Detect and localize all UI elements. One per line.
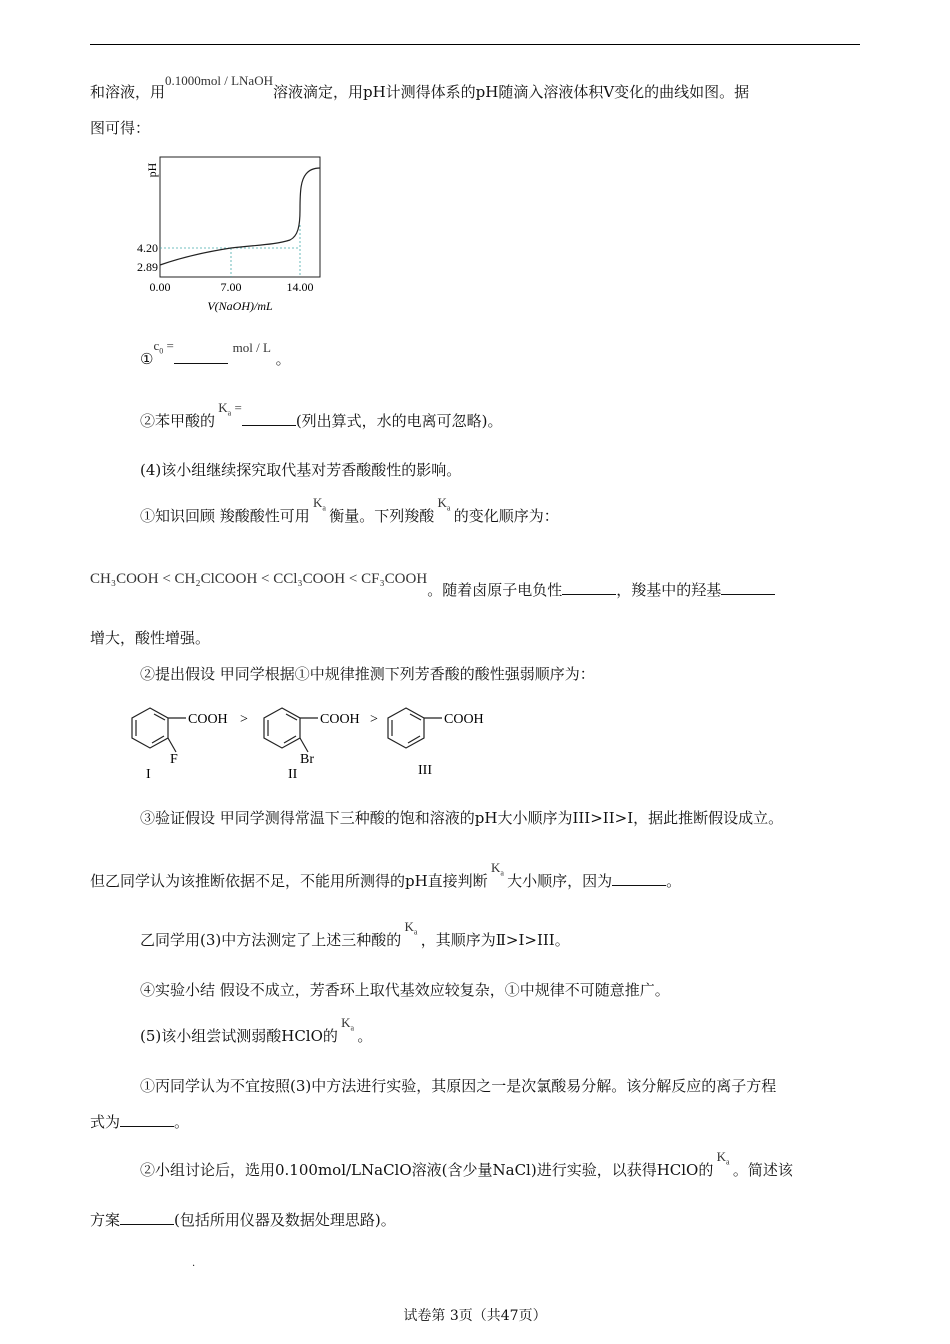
intro-line-1: 和溶液，用0.1000mol / LNaOH溶液滴定，用pH计测得体系的pH随滴入溶液体积V变化的曲线如图。据 [90,73,750,101]
section-4-1: ①知识回顾 羧酸酸性可用 $K_a$ 衡量。下列羧酸 $K_a$ 的变化顺序为： [140,495,559,525]
section-5-1: ①丙同学认为不宜按照(3)中方法进行实验，其原因之一是次氯酸易分解。该分解反应的离子方程 [140,1077,777,1095]
section-4-title: (4)该小组继续探究取代基对芳香酸酸性的影响。 [140,461,462,479]
section-5-2-cont: 方案 (包括所用仪器及数据处理思路)。 [90,1211,396,1229]
y-tick-4-20: 4.20 [137,241,158,255]
answer-blank-scheme[interactable] [120,1210,174,1225]
answer-blank-ka[interactable] [242,411,296,426]
structure-I-gt: > [240,712,248,727]
intro-line-2: 图可得： [90,119,151,137]
page-footer: 试卷第 3页（共47页） [403,1308,547,1324]
section-4-4: ④实验小结 假设不成立，芳香环上取代基效应较复杂，①中规律不可随意推广。 [140,981,670,999]
graph-xlabel: V(NaOH)/mL [207,299,273,313]
graph-frame [160,157,320,277]
structure-II-gt: > [370,712,378,727]
answer-blank-electronegativity[interactable] [562,580,616,595]
acid-order-formula: CH₃COOH < CH₂ClCOOH < CCl₃COOH < CF₃COOH [90,571,428,587]
y-tick-2-89: 2.89 [137,260,158,274]
section-5-2: ②小组讨论后，选用0.100mol/LNaClO溶液(含少量NaCl)进行实验，以获得HClO的 $K_a$ 。简述该 [140,1149,793,1179]
structure-I-sub: F [170,752,178,767]
structure-III-label: III [418,763,432,778]
section-4-3: ③验证假设 甲同学测得常温下三种酸的饱和溶液的pH大小顺序为III>II>I，据此推断假设成立。 [140,809,784,827]
graph-ylabel: pH [145,162,159,178]
header-rule [90,44,860,45]
x-tick-7-00: 7.00 [220,280,242,294]
answer-blank-c0[interactable] [174,349,228,364]
acid-order-conclusion: 增大，酸性增强。 [90,629,211,647]
x-tick-14-00: 14.00 [286,280,314,294]
titration-curve [160,168,320,265]
structure-I [132,708,186,752]
titration-curve-graph [120,150,330,318]
answer-blank-hydroxyl[interactable] [721,580,775,595]
section-4-3-measurement: 乙同学用(3)中方法测定了上述三种酸的 $K_a$ ，其顺序为Ⅱ>I>III。 [140,919,570,949]
acid-order-line: CH₃COOH < CH₂ClCOOH < CCl₃COOH < CF₃COOH。随着卤原子电负性 ，羧基中的羟基 [90,578,775,603]
structure-I-group: COOH [188,712,228,727]
structure-III [388,708,442,748]
naoh-concentration: 0.1000mol / LNaOH [165,73,273,88]
structure-I-label: I [146,767,151,782]
section-4-2: ②提出假设 甲同学根据①中规律推测下列芳香酸的酸性强弱顺序为： [140,665,595,683]
section-5-title: (5)该小组尝试测弱酸HClO的 $K_a$ 。 [140,1015,373,1045]
x-tick-0-00: 0.00 [149,280,171,294]
structure-II-group: COOH [320,712,360,727]
structure-II [264,708,318,752]
question-ka-benzoic: ②苯甲酸的 $K_a$ =(列出算式，水的电离可忽略)。 [140,400,503,430]
structure-III-group: COOH [444,712,484,727]
answer-blank-equation[interactable] [120,1112,174,1127]
stray-mark: . [192,1258,196,1269]
structure-II-label: II [288,767,298,782]
section-4-3-objection: 但乙同学认为该推断依据不足，不能用所测得的pH直接判断 $K_a$ 大小顺序，因为 。 [90,860,682,890]
section-5-1-cont: 式为 。 [90,1113,190,1131]
aromatic-acids-structures [120,696,510,788]
answer-blank-reason[interactable] [612,871,666,886]
question-c0: $①c_0$ = mol / L 。 [140,338,291,368]
structure-II-sub: Br [300,752,314,767]
